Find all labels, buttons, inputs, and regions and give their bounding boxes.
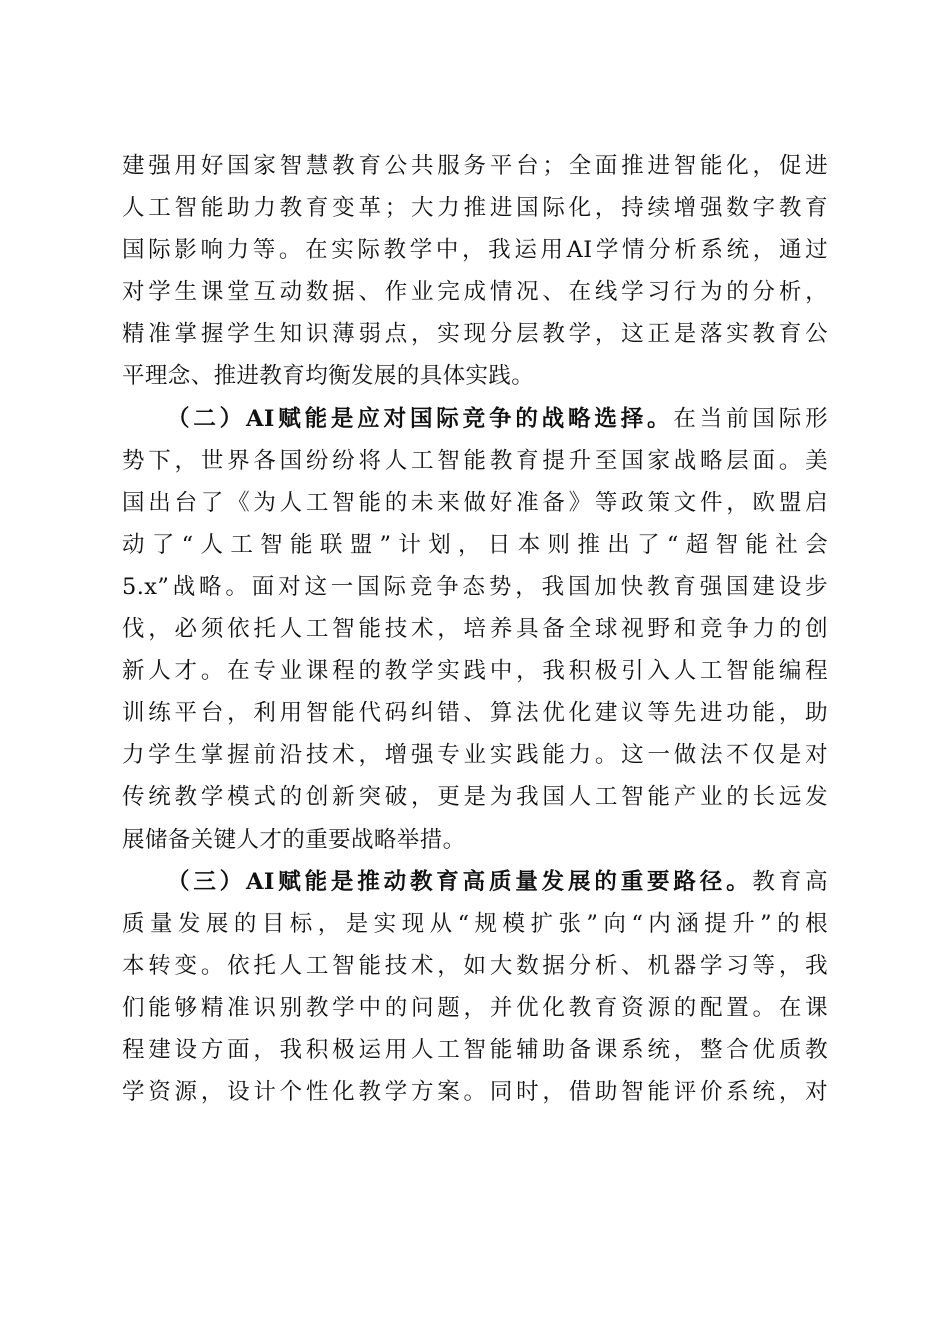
heading-line [122,398,828,440]
text-line: 伐，必须依托人工智能技术，培养具备全球视野和竞争力的创 [122,616,828,643]
text-line: 人工智能助力教育变革；大力推进国际化，持续增强数字教育 [122,195,828,222]
text-line: 国出台了《为人工智能的未来做好准备》等政策文件，欧盟启 [122,489,828,516]
text-line: 精准掌握学生知识薄弱点，实现分层教学，这正是落实教育公 [122,321,828,348]
text-line: 国际影响力等。在实际教学中，我运用AI学情分析系统，通过 [122,237,828,264]
text-line: 传统教学模式的创新突破，更是为我国人工智能产业的长远发 [122,784,828,811]
heading-line [122,861,828,903]
document-body [122,145,828,1113]
text-line: 动了“人工智能联盟”计划，日本则推出了“超智能社会 [122,531,828,558]
text-line: 力学生掌握前沿技术，增强专业实践能力。这一做法不仅是对 [122,742,828,769]
text-line: 势下，世界各国纷纷将人工智能教育提升至国家战略层面。美 [122,447,828,474]
text-line: 质量发展的目标，是实现从“规模扩张”向“内涵提升”的根 [122,910,828,937]
text-line: 平理念、推进教育均衡发展的具体实践。 [122,363,535,390]
paragraph-2 [122,398,828,861]
text-line: 展储备关键人才的重要战略举措。 [122,826,466,853]
text-line: 程建设方面，我积极运用人工智能辅助备课系统，整合优质教 [122,1036,828,1063]
paragraph-1 [122,145,828,398]
paragraph-3 [122,861,828,1114]
section-heading-2: （二）AI赋能是应对国际竞争的战略选择。 [167,405,674,432]
text-line: 们能够精准识别教学中的问题，并优化教育资源的配置。在课 [122,994,828,1021]
text-line: 训练平台，利用智能代码纠错、算法优化建议等先进功能，助 [122,700,828,727]
text-line: 对学生课堂互动数据、作业完成情况、在线学习行为的分析， [122,279,828,306]
section-heading-3: （三）AI赋能是推动教育高质量发展的重要路径。 [167,868,753,895]
text-line: 学资源，设计个性化教学方案。同时，借助智能评价系统，对 [122,1079,828,1106]
text-line: 新人才。在专业课程的教学实践中，我积极引入人工智能编程 [122,658,828,685]
text-line: 本转变。依托人工智能技术，如大数据分析、机器学习等，我 [122,952,828,979]
text-line: 建强用好国家智慧教育公共服务平台；全面推进智能化，促进 [122,153,828,179]
heading-line-rest: 在当前国际形 [673,405,829,432]
text-line: 5.x”战略。面对这一国际竞争态势，我国加快教育强国建设步 [122,573,828,600]
heading-line-rest: 教育高 [752,868,829,895]
